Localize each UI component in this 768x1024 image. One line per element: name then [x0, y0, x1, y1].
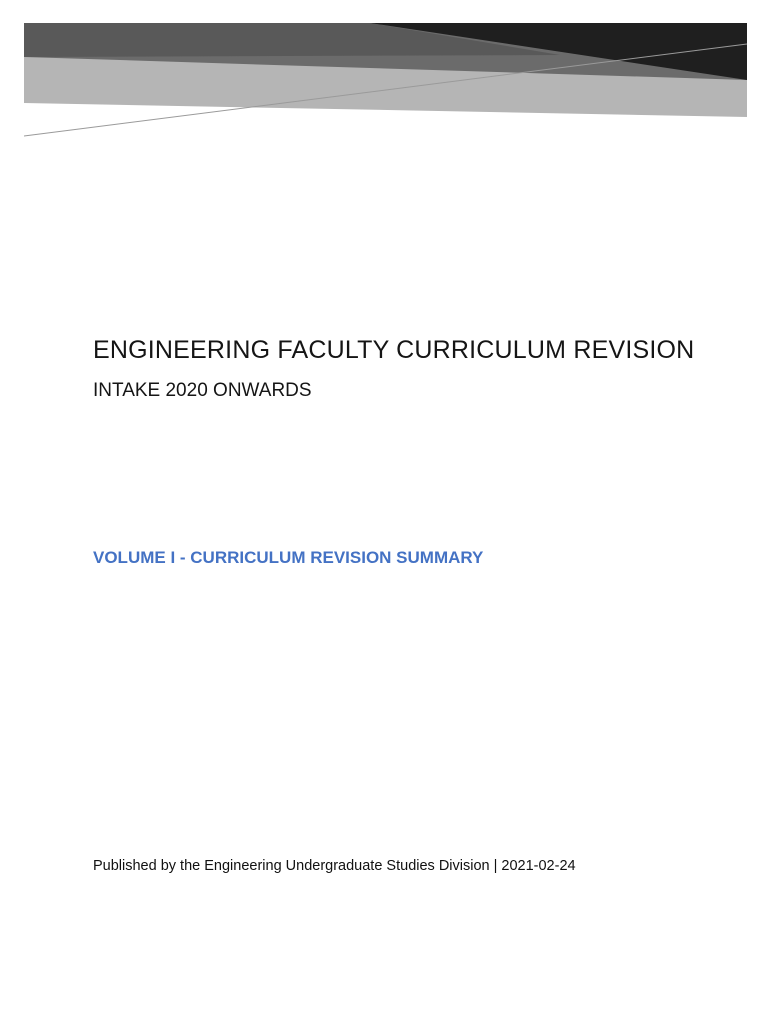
volume-heading: VOLUME I - CURRICULUM REVISION SUMMARY	[93, 548, 484, 567]
header-banner-graphic	[0, 0, 768, 150]
publisher-line: Published by the Engineering Undergraduate Studies Division | 2021-02-24	[93, 858, 576, 874]
document-title: ENGINEERING FACULTY CURRICULUM REVISION	[93, 336, 695, 364]
document-subtitle: INTAKE 2020 ONWARDS	[93, 380, 312, 401]
